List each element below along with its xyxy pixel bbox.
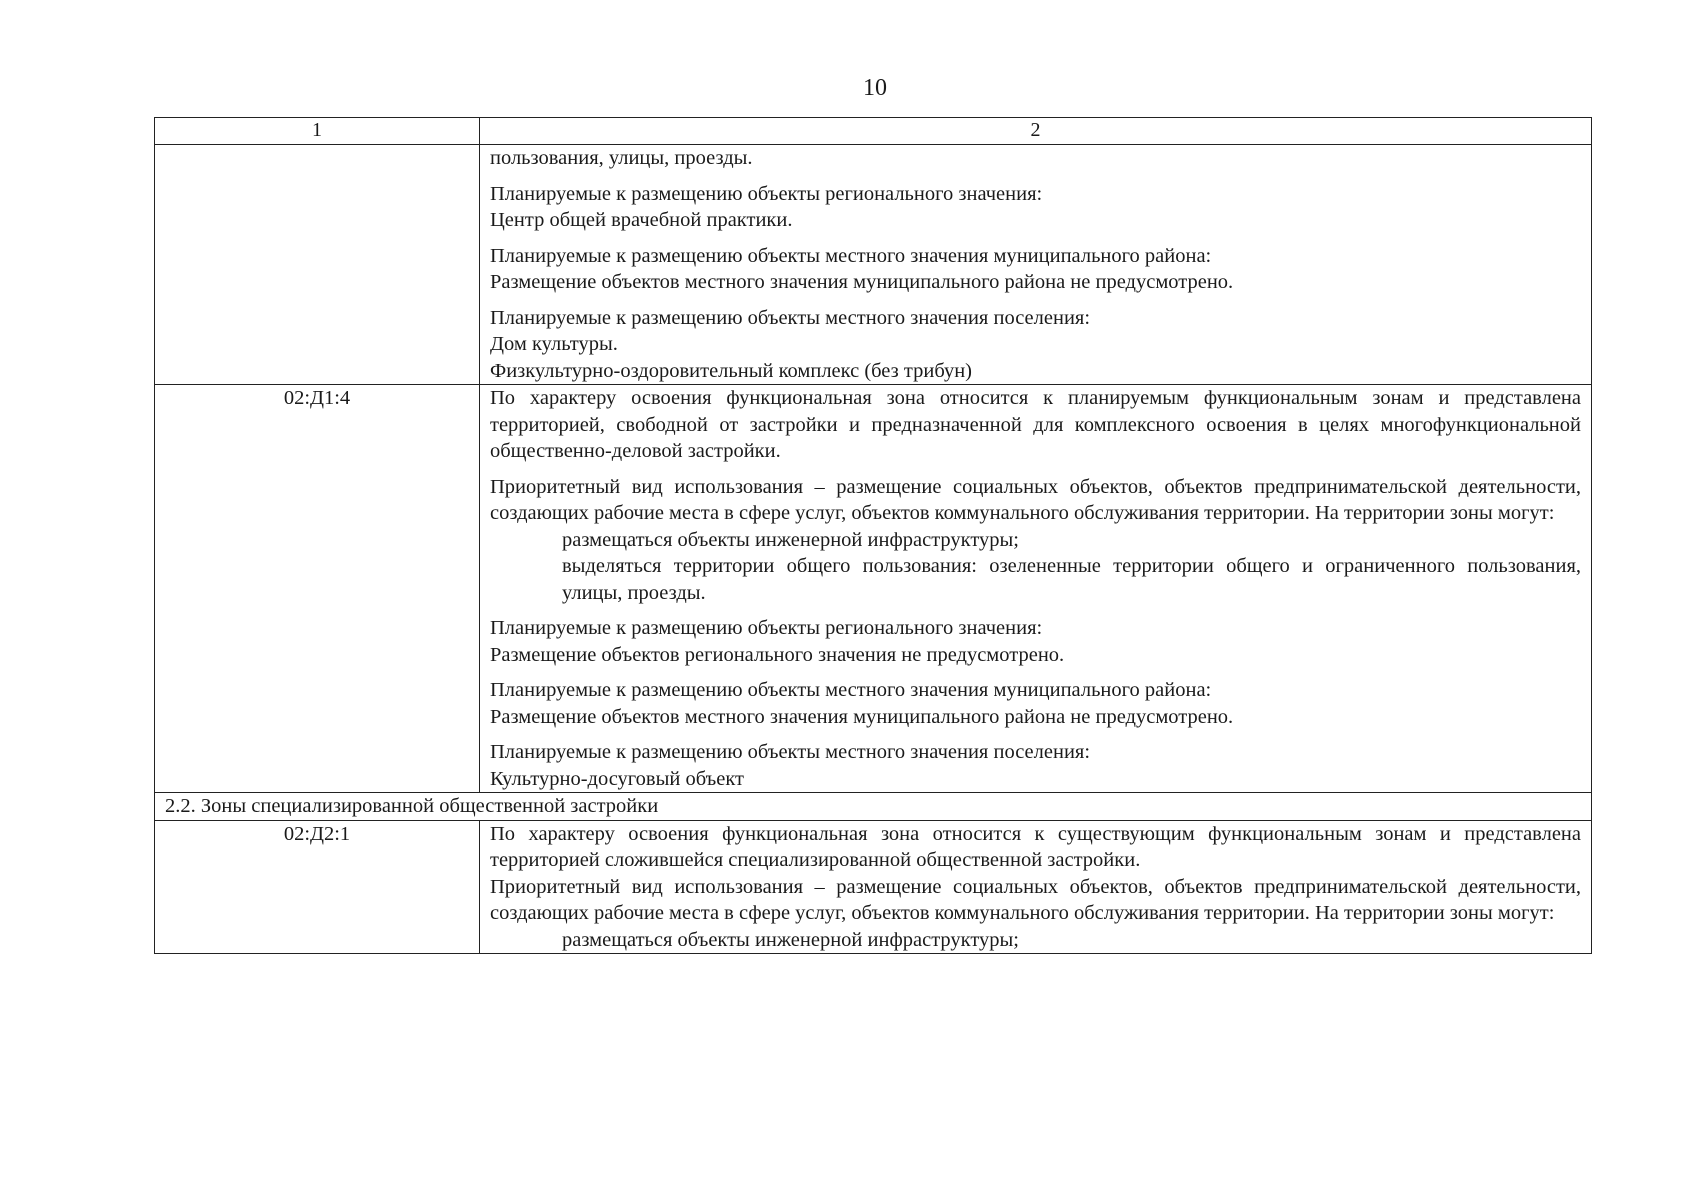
list-item: размещаться объекты инженерной инфраструктуры;	[562, 528, 1019, 551]
development-character-paragraph: По характеру освоения функциональная зона относится к существующим функциональным зонам и представлена территорией сложившейся специализированной общественной застройки.	[490, 822, 1581, 871]
table-row-d2-1	[155, 820, 1592, 954]
text-line: Размещение объектов регионального значения не предусмотрено.	[490, 643, 1065, 666]
text-line: пользования, улицы, проезды.	[490, 147, 753, 169]
text-line: Размещение объектов местного значения муниципального района не предусмотрено.	[490, 271, 1234, 293]
header-col-1: 1	[155, 118, 480, 145]
table-section-row	[155, 793, 1592, 821]
settlement-objects-paragraph	[490, 305, 1581, 385]
list-item: выделяться территории общего пользования: озелененные территории общего и ограниченного пользования, улицы, проезды.	[562, 555, 1581, 604]
text-line: Планируемые к размещению объекты местного значения муниципального района:	[490, 679, 1212, 701]
zones-table	[154, 117, 1592, 954]
text-line: Культурно-досуговый объект	[490, 767, 744, 790]
text-line: Планируемые к размещению объекты местного значения поселения:	[490, 741, 1091, 763]
table-header-row	[155, 118, 1592, 145]
zone-description-cell	[480, 145, 1592, 385]
zone-description-cell	[480, 820, 1592, 954]
text-line: Планируемые к размещению объекты местного значения муниципального района:	[490, 244, 1212, 267]
table-row-d1-4	[155, 385, 1592, 793]
text-line: Центр общей врачебной практики.	[490, 209, 793, 231]
page-number: 10	[863, 75, 887, 101]
district-objects-paragraph	[490, 677, 1581, 730]
table-row-continuation	[155, 145, 1592, 385]
description-paragraph	[490, 145, 1581, 172]
list-item: размещаться объекты инженерной инфраструктуры;	[562, 928, 1019, 951]
zone-code-cell: 02:Д2:1	[155, 820, 480, 954]
text-line: Размещение объектов местного значения муниципального района не предусмотрено.	[490, 705, 1234, 728]
priority-use-paragraph	[490, 874, 1581, 954]
header-col-2: 2	[480, 118, 1592, 145]
text-line: Приоритетный вид использования – размещение социальных объектов, объектов предпринимательской деятельности, создающих рабочие места в сфере услуг, объектов коммунального обслуживания территории. На территории зоны могут:	[490, 475, 1581, 524]
regional-objects-paragraph	[490, 181, 1581, 234]
district-objects-paragraph	[490, 243, 1581, 296]
text-line: Дом культуры.	[490, 333, 618, 355]
section-heading: 2.2. Зоны специализированной общественной застройки	[155, 793, 1592, 821]
zone-description-cell	[480, 385, 1592, 793]
settlement-objects-paragraph	[490, 739, 1581, 792]
priority-use-paragraph	[490, 474, 1581, 607]
regional-objects-paragraph	[490, 615, 1581, 668]
text-line: Планируемые к размещению объекты местного значения поселения:	[490, 306, 1091, 329]
text-line: Планируемые к размещению объекты регионального значения:	[490, 182, 1043, 205]
text-line: Физкультурно-оздоровительный комплекс (без трибун)	[490, 359, 973, 382]
zone-code-cell	[155, 145, 480, 385]
zone-code-cell: 02:Д1:4	[155, 385, 480, 793]
text-line: Планируемые к размещению объекты регионального значения:	[490, 617, 1043, 639]
text-line: Приоритетный вид использования – размещение социальных объектов, объектов предпринимательской деятельности, создающих рабочие места в сфере услуг, объектов коммунального обслуживания территории. На территории зоны могут:	[490, 875, 1581, 924]
development-character-paragraph: По характеру освоения функциональная зона относится к планируемым функциональным зонам и представлена территорией, свободной от застройки и предназначенной для комплексного освоения в целях многофункциональной общественно-деловой застройки.	[490, 387, 1581, 462]
